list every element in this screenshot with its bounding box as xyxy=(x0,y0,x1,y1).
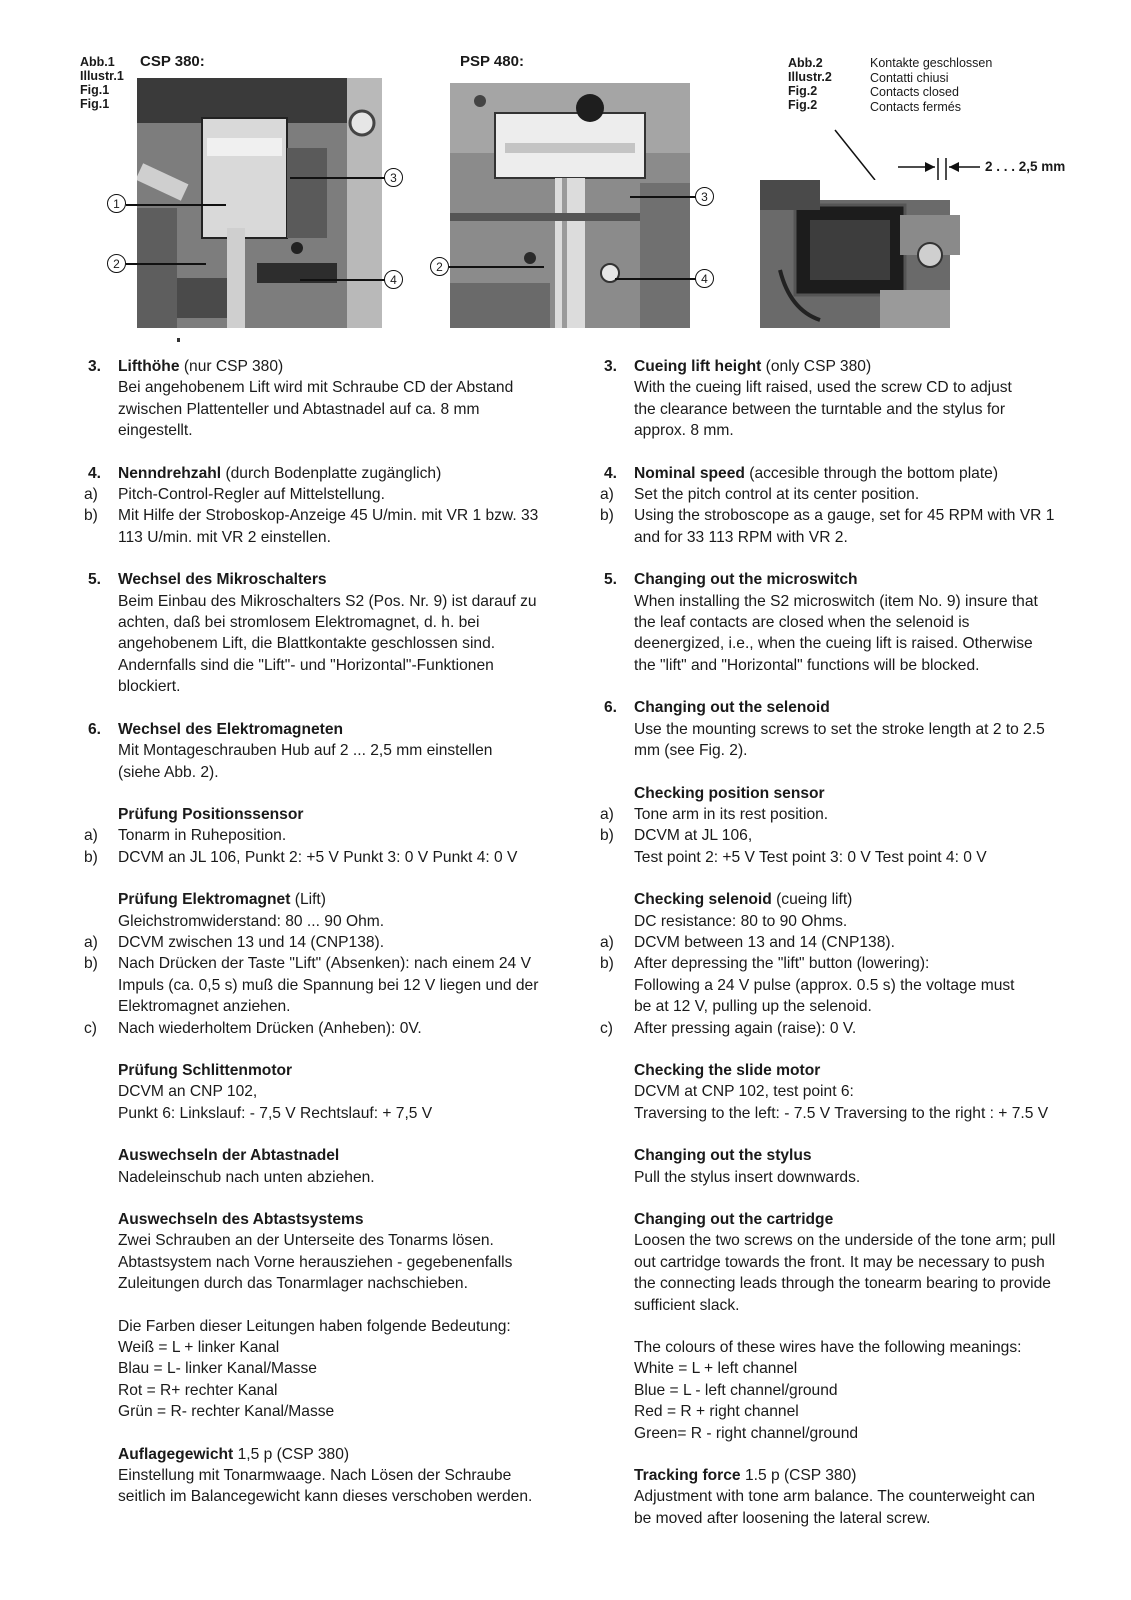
list-item xyxy=(84,1018,554,1039)
body-line: the clearance between the turntable and the stylus for xyxy=(634,400,1006,418)
section-number: 6. xyxy=(88,720,102,738)
body-line: Green= R - right channel/ground xyxy=(634,1424,859,1442)
body-line: Einstellung mit Tonarmwaage. Nach Lösen der Schraube xyxy=(118,1467,512,1485)
list-item xyxy=(84,505,554,526)
list-marker: a) xyxy=(84,933,98,951)
body-line: the "lift" and "Horizontal" functions will be blocked. xyxy=(634,656,980,674)
stylus-heading xyxy=(84,1145,554,1166)
figure-2-captions: Kontakte geschlossen Contatti chiusi Contacts closed Contacts fermés xyxy=(870,56,993,114)
stylus-heading xyxy=(600,1145,1070,1166)
list-text: After depressing the "lift" button (lowering): xyxy=(634,955,930,973)
body-line: Traversing to the left: - 7.5 V Traversing to the right : + 7.5 V xyxy=(634,1104,1049,1122)
section-subtitle: (accesible through the bottom plate) xyxy=(744,464,999,482)
section-title: Cueing lift height xyxy=(634,358,762,375)
body-line: Bei angehobenem Lift wird mit Schraube CD der Abstand xyxy=(118,379,514,397)
list-text: DCVM at JL 106, xyxy=(634,827,753,845)
body-line: Gleichstromwiderstand: 80 ... 90 Ohm. xyxy=(118,912,385,930)
section-number: 5. xyxy=(88,571,102,589)
body-line: DCVM at CNP 102, test point 6: xyxy=(634,1083,854,1101)
list-text: Tone arm in its rest position. xyxy=(634,805,829,823)
list-marker: a) xyxy=(600,486,614,504)
dimension-label: 2 . . . 2,5 mm xyxy=(985,159,1066,174)
body-line: Zwei Schrauben an der Unterseite des Tonarms lösen. xyxy=(118,1232,494,1250)
body-line: eingestellt. xyxy=(118,422,193,440)
section-subtitle: (cueing lift) xyxy=(771,891,853,909)
callout-4-middle: 4 xyxy=(695,269,714,288)
list-marker: b) xyxy=(600,827,614,845)
list-text: Nach wiederholtem Drücken (Anheben): 0V. xyxy=(118,1019,422,1037)
body-line: Grün = R- rechter Kanal/Masse xyxy=(118,1403,335,1421)
list-item xyxy=(600,505,1070,526)
callout-4-left: 4 xyxy=(384,270,403,289)
list-text: Pitch-Control-Regler auf Mittelstellung. xyxy=(118,486,385,504)
list-item xyxy=(84,847,554,868)
body-line: When installing the S2 microswitch (item No. 9) insure that xyxy=(634,592,1038,610)
list-marker: a) xyxy=(600,933,614,951)
section-title: Checking the slide motor xyxy=(634,1061,821,1079)
body-line: Rot = R+ rechter Kanal xyxy=(118,1381,278,1399)
section-title: Auflagegewicht xyxy=(118,1445,234,1463)
list-marker: a) xyxy=(84,827,98,845)
position-sensor-heading xyxy=(600,783,1070,804)
section-subtitle: (Lift) xyxy=(290,891,326,909)
list-text: After pressing again (raise): 0 V. xyxy=(634,1019,857,1037)
list-text: DCVM an JL 106, Punkt 2: +5 V Punkt 3: 0 V Punkt 4: 0 V xyxy=(118,848,518,866)
body-line: 113 U/min. mit VR 2 einstellen. xyxy=(118,528,331,546)
section-title: Nenndrehzahl xyxy=(118,464,222,482)
list-item xyxy=(84,932,554,953)
list-marker: a) xyxy=(84,486,98,504)
section-5-heading xyxy=(600,569,1070,590)
body-line: Nadeleinschub nach unten abziehen. xyxy=(118,1168,375,1186)
list-marker: a) xyxy=(600,805,614,823)
list-marker: b) xyxy=(84,955,98,973)
body-line: White = L + left channel xyxy=(634,1360,798,1378)
section-title: Checking selenoid xyxy=(634,891,772,909)
body-line: Beim Einbau des Mikroschalters S2 (Pos. Nr. 9) ist darauf zu xyxy=(118,592,537,610)
list-marker: b) xyxy=(600,955,614,973)
list-item xyxy=(84,825,554,846)
section-subtitle: (only CSP 380) xyxy=(761,358,872,375)
body-line: Use the mounting screws to set the stroke length at 2 to 2.5 xyxy=(634,720,1045,738)
section-subtitle: 1.5 p (CSP 380) xyxy=(740,1467,857,1485)
section-title: Prüfung Elektromagnet xyxy=(118,891,291,909)
section-3-heading xyxy=(600,356,1070,377)
section-number: 3. xyxy=(604,358,618,375)
psp-480-title: PSP 480: xyxy=(460,53,524,70)
body-line: Zuleitungen durch das Tonarmlager nachschieben. xyxy=(118,1275,468,1293)
callout-2-left: 2 xyxy=(107,254,126,273)
body-line: be at 12 V, pulling up the selenoid. xyxy=(634,998,872,1016)
list-marker: b) xyxy=(84,507,98,525)
cartridge-heading xyxy=(600,1209,1070,1230)
section-number: 6. xyxy=(604,699,618,717)
list-text: Using the stroboscope as a gauge, set for 45 RPM with VR 1 xyxy=(634,507,1055,525)
section-6-heading xyxy=(84,719,554,740)
section-3-heading xyxy=(84,356,554,377)
list-text: Nach Drücken der Taste "Lift" (Absenken): nach einem 24 V xyxy=(118,955,531,973)
slide-motor-heading xyxy=(84,1060,554,1081)
section-title: Changing out the microswitch xyxy=(634,571,858,589)
english-column xyxy=(600,356,1070,1529)
section-number: 5. xyxy=(604,571,618,589)
leader-line xyxy=(290,177,385,179)
list-item xyxy=(600,484,1070,505)
body-line: (siehe Abb. 2). xyxy=(118,763,219,781)
body-line: sufficient slack. xyxy=(634,1296,740,1314)
body-line: achten, daß bei stromlosem Elektromagnet, d. h. bei xyxy=(118,614,480,632)
section-5-heading xyxy=(84,569,554,590)
psp-480-photo xyxy=(450,83,690,328)
section-title: Auswechseln des Abtastsystems xyxy=(118,1211,364,1228)
body-line: Weiß = L + linker Kanal xyxy=(118,1339,280,1357)
section-title: Changing out the selenoid xyxy=(634,699,830,717)
list-marker: c) xyxy=(84,1019,97,1037)
body-line: Punkt 6: Linkslauf: - 7,5 V Rechtslauf: + 7,5 V xyxy=(118,1104,433,1122)
selenoid-check-heading xyxy=(84,889,554,910)
body-line: and for 33 113 RPM with VR 2. xyxy=(634,528,848,546)
leader-line xyxy=(300,279,385,281)
section-6-heading xyxy=(600,697,1070,718)
list-item xyxy=(600,932,1070,953)
list-item xyxy=(600,953,1070,974)
body-line: Abtastsystem nach Vorne herausziehen - gegebenenfalls xyxy=(118,1253,513,1271)
list-item xyxy=(600,804,1070,825)
body-line: Die Farben dieser Leitungen haben folgende Bedeutung: xyxy=(118,1317,511,1335)
callout-3-left: 3 xyxy=(384,168,403,187)
body-line: angehobenem Lift, die Blattkontakte geschlossen sind. xyxy=(118,635,496,653)
body-line: zwischen Plattenteller und Abtastnadel auf ca. 8 mm xyxy=(118,400,480,418)
section-number: 3. xyxy=(88,358,102,375)
section-title: Changing out the stylus xyxy=(634,1147,812,1165)
section-subtitle: (durch Bodenplatte zugänglich) xyxy=(221,464,442,482)
figure-2-labels: Abb.2 Illustr.2 Fig.2 Fig.2 xyxy=(788,56,832,112)
list-text: DCVM zwischen 13 und 14 (CNP138). xyxy=(118,933,385,951)
list-marker: b) xyxy=(84,848,98,866)
body-line: blockiert. xyxy=(118,678,181,696)
section-title: Auswechseln der Abtastnadel xyxy=(118,1147,340,1165)
body-line: Test point 2: +5 V Test point 3: 0 V Test point 4: 0 V xyxy=(634,848,987,866)
body-line: deenergized, i.e., when the cueing lift is raised. Otherwise xyxy=(634,635,1033,653)
body-line: DCVM an CNP 102, xyxy=(118,1083,258,1101)
section-title: Changing out the cartridge xyxy=(634,1211,834,1228)
tracking-force-heading xyxy=(84,1444,554,1465)
list-text: Mit Hilfe der Stroboskop-Anzeige 45 U/min. mit VR 1 bzw. 33 xyxy=(118,507,539,525)
body-line: The colours of these wires have the following meanings: xyxy=(634,1339,1022,1357)
section-title: Lifthöhe xyxy=(118,358,180,375)
list-item xyxy=(600,825,1070,846)
list-marker: c) xyxy=(600,1019,613,1037)
body-line: With the cueing lift raised, used the screw CD to adjust xyxy=(634,379,1012,397)
section-title: Tracking force xyxy=(634,1467,741,1485)
body-line: seitlich im Balancegewicht kann dieses verschoben werden. xyxy=(118,1488,533,1506)
list-text: Set the pitch control at its center position. xyxy=(634,486,920,504)
list-item xyxy=(600,1018,1070,1039)
body-line: Adjustment with tone arm balance. The counterweight can xyxy=(634,1488,1036,1506)
section-title: Wechsel des Elektromagneten xyxy=(118,720,344,738)
section-subtitle: (nur CSP 380) xyxy=(179,358,284,375)
body-line: Following a 24 V pulse (approx. 0.5 s) the voltage must xyxy=(634,976,1015,994)
body-line: mm (see Fig. 2). xyxy=(634,742,748,760)
body-line: Blau = L- linker Kanal/Masse xyxy=(118,1360,317,1378)
section-title: Prüfung Schlittenmotor xyxy=(118,1061,293,1079)
stray-mark xyxy=(177,338,180,342)
csp-380-title: CSP 380: xyxy=(140,53,205,70)
section-title: Prüfung Positionssensor xyxy=(118,805,304,823)
section-4-heading xyxy=(600,463,1070,484)
body-line: the connecting leads through the tonearm bearing to provide xyxy=(634,1275,1051,1293)
figure-1-labels: Abb.1 Illustr.1 Fig.1 Fig.1 xyxy=(80,55,124,111)
body-line: the leaf contacts are closed when the selenoid is xyxy=(634,614,970,632)
leader-line xyxy=(126,204,226,206)
callout-1-left: 1 xyxy=(107,194,126,213)
list-item xyxy=(84,484,554,505)
section-subtitle: 1,5 p (CSP 380) xyxy=(233,1445,350,1463)
body-line: approx. 8 mm. xyxy=(634,422,734,440)
german-column xyxy=(84,356,554,1508)
body-line: out cartridge towards the front. It may be necessary to push xyxy=(634,1253,1045,1271)
section-number: 4. xyxy=(88,464,102,482)
section-title: Checking position sensor xyxy=(634,784,825,802)
list-text: Tonarm in Ruheposition. xyxy=(118,827,287,845)
body-line: DC resistance: 80 to 90 Ohms. xyxy=(634,912,848,930)
body-line: Loosen the two screws on the underside of the tone arm; pull xyxy=(634,1232,1056,1250)
position-sensor-heading xyxy=(84,804,554,825)
section-4-heading xyxy=(84,463,554,484)
leader-line xyxy=(449,266,544,268)
body-line: Blue = L - left channel/ground xyxy=(634,1381,838,1399)
section-number: 4. xyxy=(604,464,618,482)
body-line: Red = R + right channel xyxy=(634,1403,799,1421)
cartridge-heading xyxy=(84,1209,554,1230)
section-title: Nominal speed xyxy=(634,464,745,482)
leader-line xyxy=(615,278,696,280)
list-text: DCVM between 13 and 14 (CNP138). xyxy=(634,933,895,951)
body-line: be moved after loosening the lateral screw. xyxy=(634,1509,931,1527)
leader-line xyxy=(126,263,206,265)
section-title: Wechsel des Mikroschalters xyxy=(118,571,327,589)
list-item xyxy=(84,953,554,974)
slide-motor-heading xyxy=(600,1060,1070,1081)
body-line: Impuls (ca. 0,5 s) muß die Spannung bei 12 V liegen und der xyxy=(118,976,539,994)
list-marker: b) xyxy=(600,507,614,525)
callout-2-middle: 2 xyxy=(430,257,449,276)
tracking-force-heading xyxy=(600,1465,1070,1486)
leader-line xyxy=(630,196,696,198)
body-line: Mit Montageschrauben Hub auf 2 ... 2,5 mm einstellen xyxy=(118,742,493,760)
body-line: Andernfalls sind die "Lift"- und "Horizontal"-Funktionen xyxy=(118,656,494,674)
csp-380-photo xyxy=(137,78,382,328)
body-line: Elektromagnet anziehen. xyxy=(118,998,291,1016)
selenoid-check-heading xyxy=(600,889,1070,910)
selenoid-photo xyxy=(760,180,975,328)
callout-3-middle: 3 xyxy=(695,187,714,206)
body-line: Pull the stylus insert downwards. xyxy=(634,1168,861,1186)
